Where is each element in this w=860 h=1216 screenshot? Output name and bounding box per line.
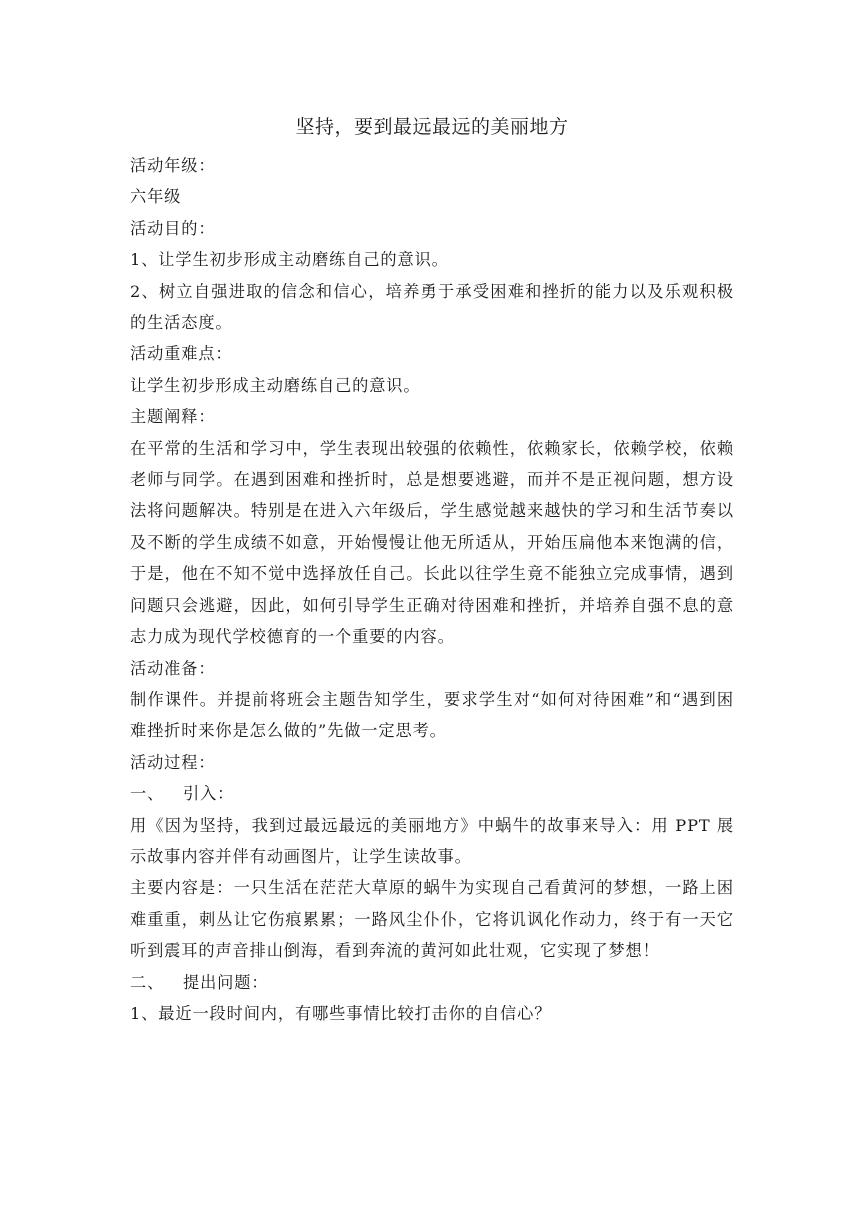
label-key-points: 活动重难点：	[130, 344, 233, 364]
label-grade: 活动年级：	[130, 156, 216, 175]
purpose-item-1: 1、让学生初步形成主动磨练自己的意识。	[130, 250, 449, 270]
question-item-1: 1、最近一段时间内，有哪些事情比较打击你的自信心？	[130, 1003, 552, 1023]
label-theme: 主题阐释：	[130, 407, 216, 427]
section-title: 引入：	[183, 784, 235, 804]
story-summary: 主要内容是：一只生活在茫茫大草原的蜗牛为实现自己看黄河的梦想，一路上困难重重，刺丛让它伤痕累累；一路风尘仆仆，它将讥讽化作动力，终于有一天它听到震耳的声音排山倒海，看到奔流的黄河如此壮观，它实现了梦想！	[130, 878, 734, 961]
purpose-item-2: 2、树立自强进取的信念和信心，培养勇于承受困难和挫折的能力以及乐观积极的生活态度。	[130, 281, 734, 333]
label-purpose: 活动目的：	[130, 218, 216, 238]
section-heading-2	[130, 967, 734, 998]
grade-value: 六年级	[130, 187, 182, 207]
preparation-text: 制作课件。并提前将班会主题告知学生，要求学生对“如何对待困难”和“遇到困难挫折时来你是怎么做的”先做一定思考。	[130, 689, 734, 741]
section-number: 二、	[130, 972, 165, 992]
section-heading-1	[130, 778, 734, 809]
label-process: 活动过程：	[130, 752, 216, 772]
document-title: 坚持，要到最远最远的美丽地方	[295, 116, 569, 138]
document-page	[130, 112, 734, 1029]
theme-text: 在平常的生活和学习中，学生表现出较强的依赖性，依赖家长，依赖学校，依赖老师与同学。在遇到困难和挫折时，总是想要逃避，而并不是正视问题，想方设法将问题解决。特别是在进入六年级后，学生感觉越来越快的学习和生活节奏以及不断的学生成绩不如意，开始慢慢让他无所适从，开始压扁他本来饱满的信，于是，他在不知不觉中选择放任自己。长此以往学生竟不能独立完成事情，遇到问题只会逃避，因此，如何引导学生正确对待困难和挫折，并培养自强不息的意志力成为现代学校德育的一个重要的内容。	[130, 438, 734, 647]
key-points-text: 让学生初步形成主动磨练自己的意识。	[130, 375, 421, 395]
label-preparation: 活动准备：	[130, 658, 216, 678]
section-title: 提出问题：	[183, 972, 269, 992]
section-number: 一、	[130, 784, 165, 804]
intro-text: 用《因为坚持，我到过最远最远的美丽地方》中蜗牛的故事来导入：用 PPT 展示故事内容并伴有动画图片，让学生读故事。	[130, 815, 734, 866]
